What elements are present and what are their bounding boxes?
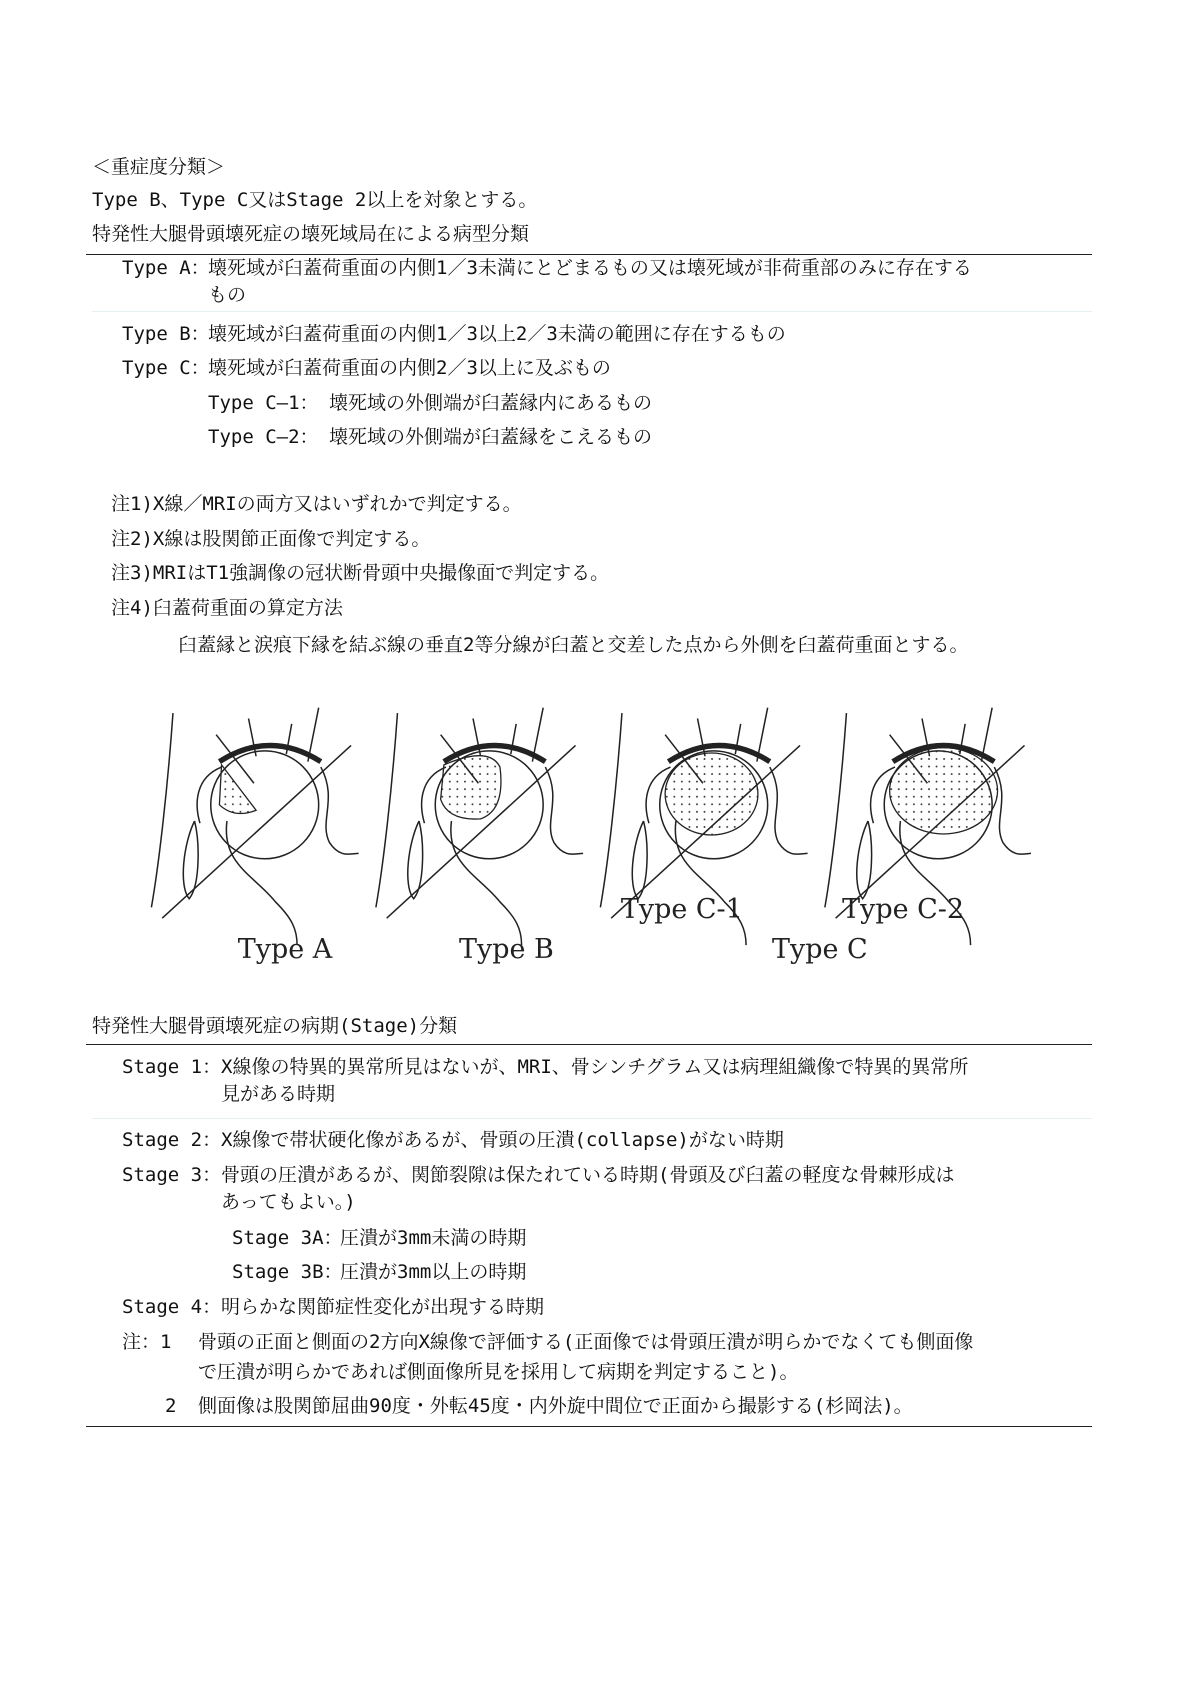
type-c-label: Type C：: [122, 357, 210, 379]
figure-label-type-c: Type C: [771, 934, 868, 966]
type-a-text-cont: もの: [208, 284, 247, 306]
stage-3-text: 骨頭の圧潰があるが、関節裂隙は保たれている時期(骨頭及び臼蓋の軽度な骨棘形成は: [221, 1164, 955, 1186]
figure-label-type-c1: Type C-1: [620, 894, 743, 926]
figure-label-type-a: Type A: [237, 934, 333, 966]
stage-note-1-text-cont: で圧潰が明らかであれば側面像所見を採用して病期を判定すること)。: [198, 1361, 799, 1383]
note-4-detail: 臼蓋縁と涙痕下縁を結ぶ線の垂直2等分線が臼蓋と交差した点から外側を臼蓋荷重面とする。: [178, 634, 969, 656]
stage-3-text-cont: あってもよい。): [221, 1191, 356, 1213]
type-a-label: Type A：: [122, 257, 210, 279]
type-c2-text: 壊死域の外側端が臼蓋縁をこえるもの: [329, 426, 653, 448]
stage-2-label: Stage 2：: [122, 1129, 222, 1151]
type-c1-text: 壊死域の外側端が臼蓋縁内にあるもの: [329, 392, 653, 414]
type-a-text: 壊死域が臼蓋荷重面の内側1／3未満にとどまるもの又は壊死域が非荷重部のみに存在する: [208, 257, 972, 279]
type-c1-label: Type C—1：: [208, 392, 319, 414]
stage-1-label: Stage 1：: [122, 1056, 222, 1078]
figure-label-type-c2: Type C-2: [842, 894, 965, 926]
stage-3a-label: Stage 3A：: [232, 1227, 343, 1249]
severity-target: Type B、Type C又はStage 2以上を対象とする。: [92, 189, 538, 211]
necrosis-type-figure: [146, 702, 1031, 967]
note-2: 注2)X線は股関節正面像で判定する。: [111, 528, 431, 550]
stage-3-label: Stage 3：: [122, 1164, 222, 1186]
type-c2-label: Type C—2：: [208, 426, 319, 448]
note-4: 注4)臼蓋荷重面の算定方法: [111, 597, 343, 619]
severity-heading: ＜重症度分類＞: [92, 156, 226, 178]
stage-note-1-label: 注：1: [122, 1331, 172, 1353]
note-1: 注1)X線／MRIの両方又はいずれかで判定する。: [111, 493, 522, 515]
stage-note-1-text: 骨頭の正面と側面の2方向X線像で評価する(正面像では骨頭圧潰が明らかでなくても側面像: [198, 1331, 974, 1353]
stage-3a-text: 圧潰が3mm未満の時期: [340, 1227, 527, 1249]
figure-label-type-b: Type B: [458, 934, 554, 966]
stage-4-text: 明らかな関節症性変化が出現する時期: [221, 1296, 545, 1318]
type-classification-heading: 特発性大腿骨頭壊死症の壊死域局在による病型分類: [92, 223, 530, 245]
type-c-text: 壊死域が臼蓋荷重面の内側2／3以上に及ぶもの: [208, 357, 611, 379]
stage-1-text-cont: 見がある時期: [221, 1083, 336, 1105]
diagram-type-a: [151, 708, 358, 945]
divider: [86, 1044, 1092, 1045]
type-b-label: Type B：: [122, 323, 210, 345]
stage-3b-label: Stage 3B：: [232, 1261, 343, 1283]
diagram-type-b: [376, 708, 583, 945]
stage-3b-text: 圧潰が3mm以上の時期: [340, 1261, 527, 1283]
note-3: 注3)MRIはT1強調像の冠状断骨頭中央撮像面で判定する。: [111, 562, 610, 584]
stage-classification-heading: 特発性大腿骨頭壊死症の病期(Stage)分類: [92, 1015, 458, 1037]
stage-4-label: Stage 4：: [122, 1296, 222, 1318]
divider-faint: [92, 1118, 1092, 1119]
stage-1-text: X線像の特異的異常所見はないが、MRI、骨シンチグラム又は病理組織像で特異的異常所: [221, 1056, 969, 1078]
type-b-text: 壊死域が臼蓋荷重面の内側1／3以上2／3未満の範囲に存在するもの: [208, 323, 786, 345]
stage-2-text: X線像で帯状硬化像があるが、骨頭の圧潰(collapse)がない時期: [221, 1129, 784, 1151]
divider: [86, 254, 1092, 255]
stage-note-2-label: 2: [165, 1395, 177, 1417]
divider-faint: [92, 311, 1092, 312]
stage-note-2-text: 側面像は股関節屈曲90度・外転45度・内外旋中間位で正面から撮影する(杉岡法)。: [198, 1395, 913, 1417]
divider: [86, 1426, 1092, 1427]
